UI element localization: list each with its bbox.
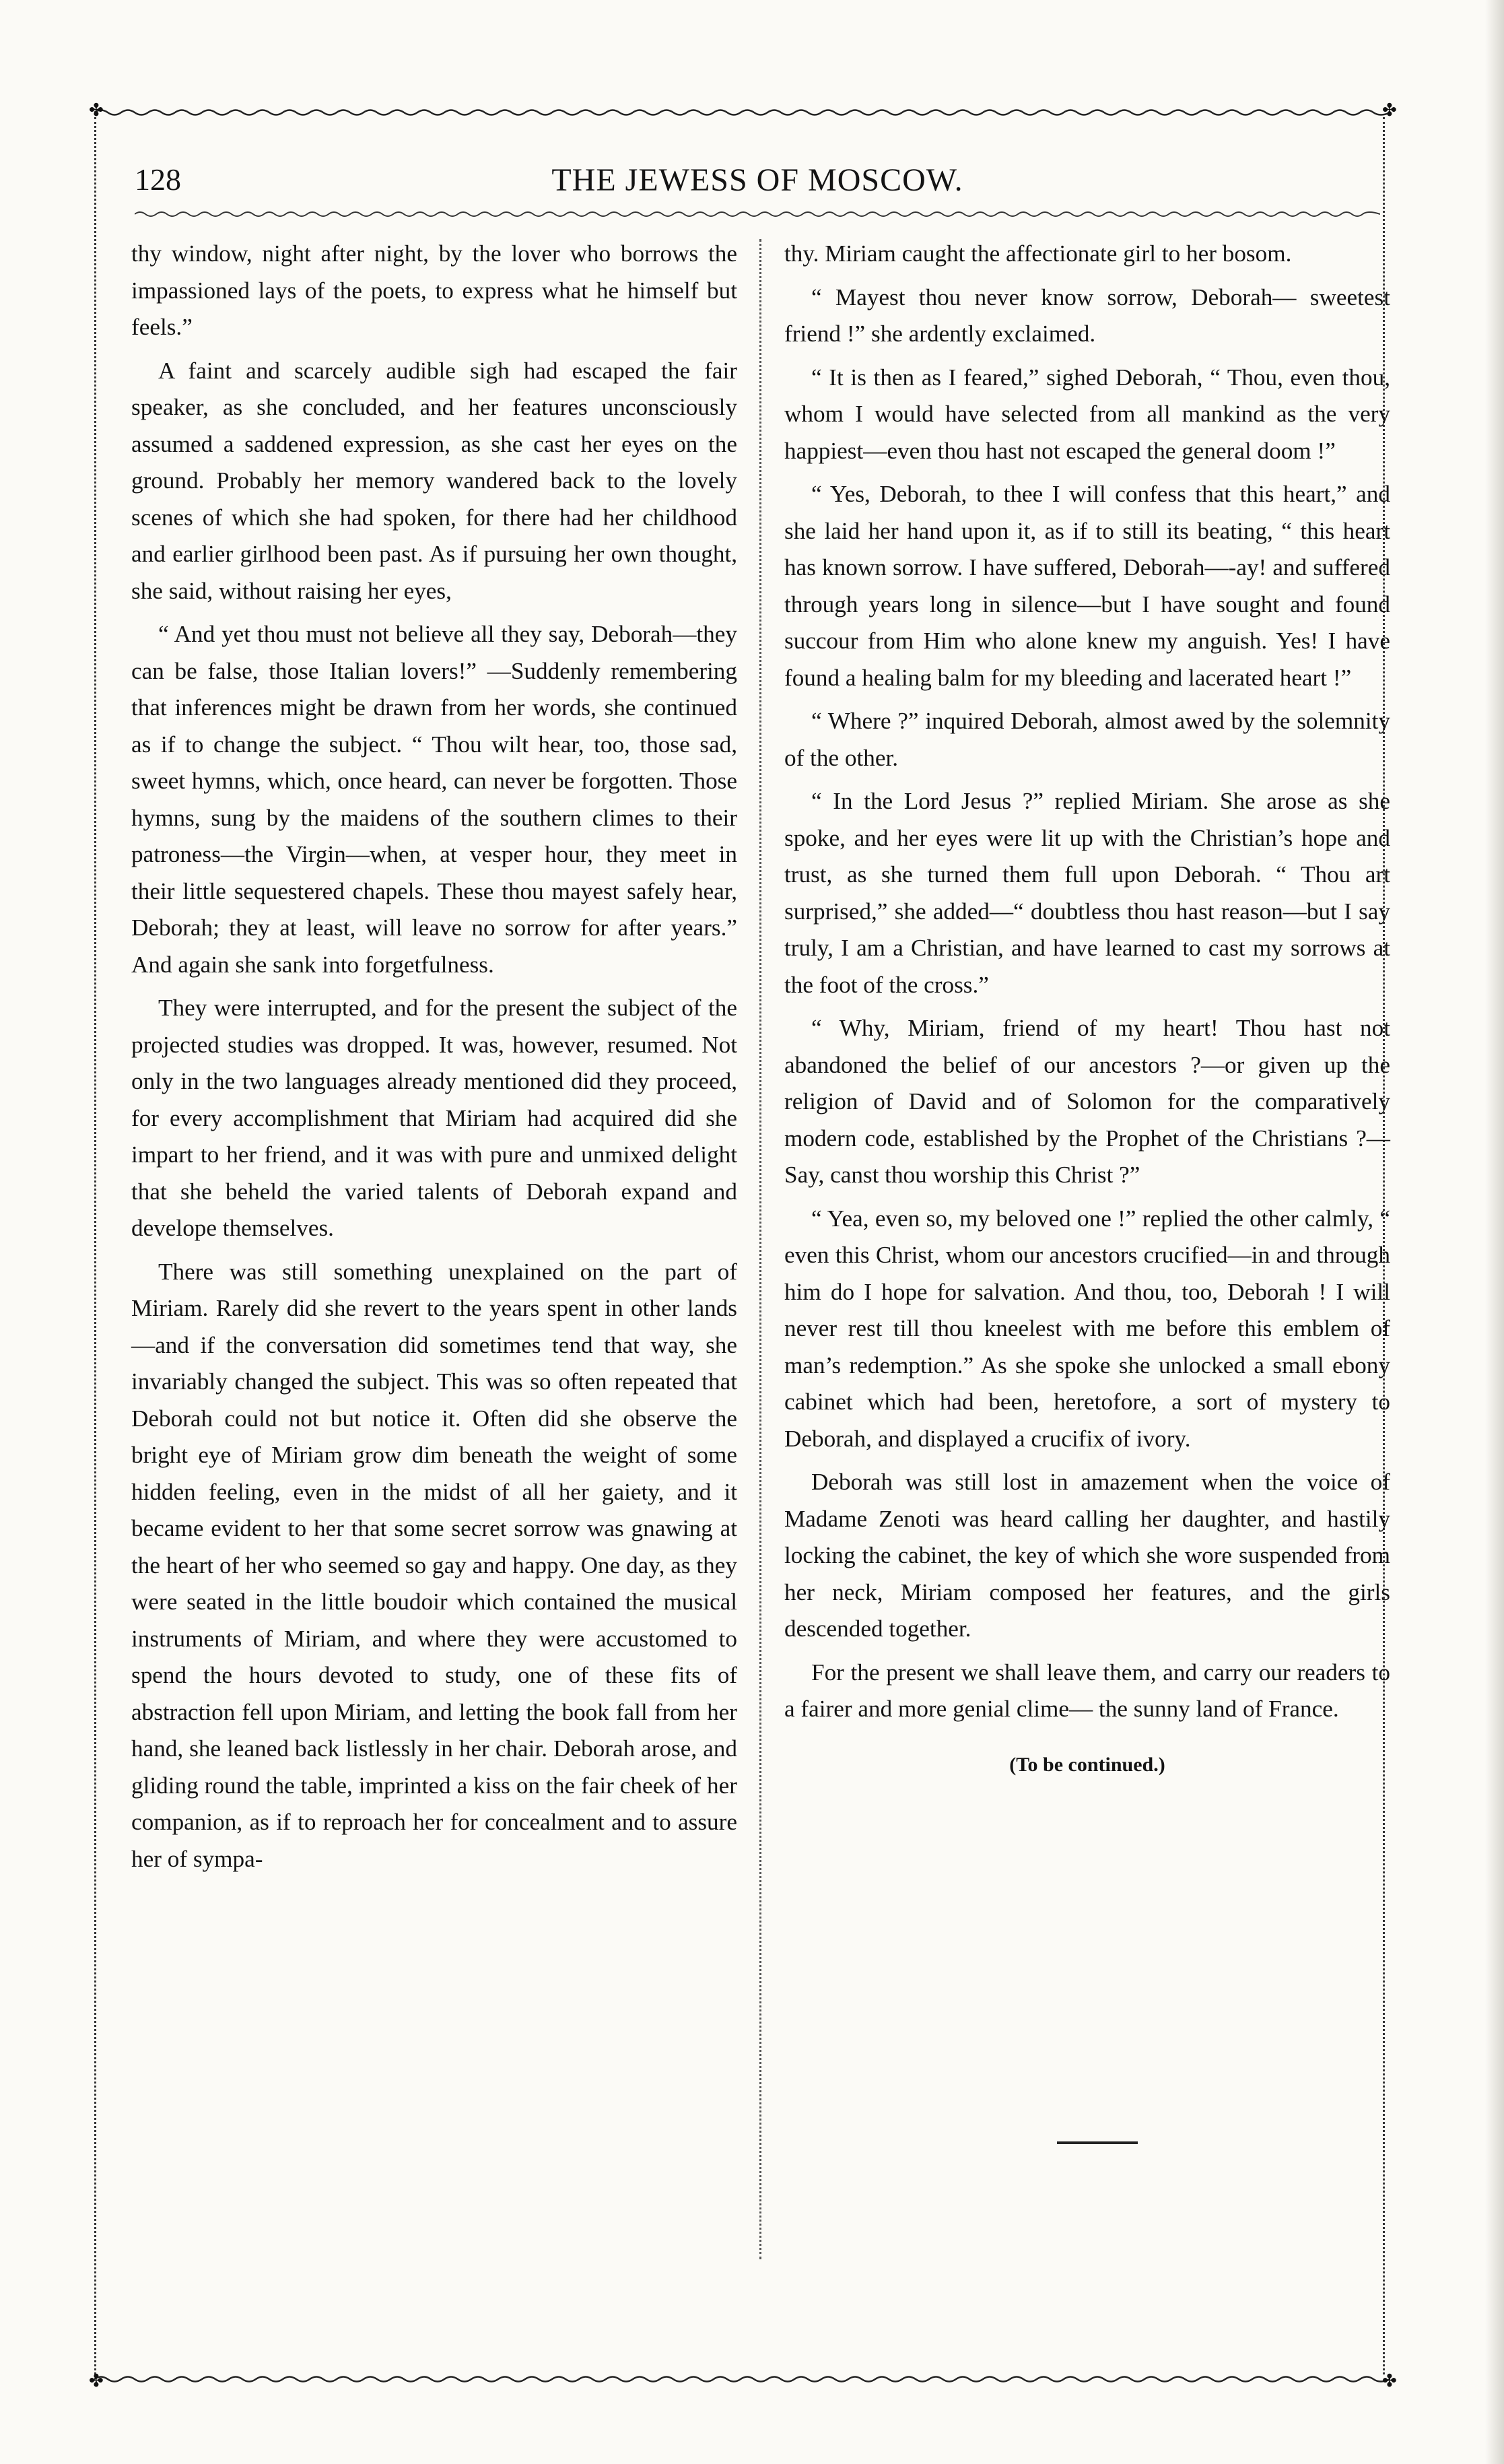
header-ornamental-rule [135, 209, 1380, 220]
column-divider [759, 239, 765, 2259]
paragraph: “ It is then as I feared,” sighed Deborah, “ Thou, even thou, whom I would have selected from all mankind as the very happiest—even thou hast not escaped the general doom !” [784, 364, 1390, 464]
bottom-border-ornament [94, 2374, 1390, 2384]
to-be-continued-note: (To be continued.) [1009, 1753, 1165, 1776]
paragraph: For the present we shall leave them, and carry our readers to a fairer and more genial clime— the sunny land of France. [784, 1659, 1390, 1722]
page-edge-shadow [1485, 0, 1504, 2464]
paragraph: They were interrupted, and for the present the subject of the projected studies was dropped. It was, however, resumed. Not only in the two languages already mentioned did they proceed, for every accomplishment that Miriam had acquired did she impart to her friend, and it was with pure and unmixed delight that she beheld the varied talents of Deborah expand and develope themselves. [131, 995, 737, 1241]
right-text-column [784, 236, 1390, 1783]
left-border-ornament [94, 117, 102, 2374]
page-number: 128 [135, 162, 181, 197]
paragraph: A faint and scarcely audible sigh had escaped the fair speaker, as she concluded, and her features unconsciously assumed a saddened expression, as she cast her eyes on the ground. Probably her memory wandered back to the lovely scenes of which she had spoken, for there had her childhood and earlier girlhood been past. As if pursuing her own thought, she said, without raising her eyes, [131, 357, 737, 604]
paragraph: “ Mayest thou never know sorrow, Deborah— sweetest friend !” she ardently exclaimed. [784, 284, 1390, 347]
paragraph: “ Yes, Deborah, to thee I will confess that this heart,” and she laid her hand upon it, as if to still its beating, “ this heart has known sorrow. I have suffered, Deborah—-ay! and suffered through years long in silence—but I have sought and found succour from Him who alone knew my anguish. Yes! I have found a healing balm for my bleeding and lacerated heart !” [784, 481, 1390, 691]
corner-ornament-bottom-right: ✤ [1382, 2371, 1397, 2391]
paragraph: “ Why, Miriam, friend of my heart! Thou hast not abandoned the belief of our ancestors ?—or given up the religion of David and of Solomon for the comparatively modern code, established by the Prophet of the Christians ?— Say, canst thou worship this Christ ?” [784, 1015, 1390, 1188]
paragraph: thy. Miriam caught the affectionate girl to her bosom. [784, 240, 1292, 267]
paragraph: “ Where ?” inquired Deborah, almost awed by the solemnity of the other. [784, 708, 1390, 771]
paragraph: “ Yea, even so, my beloved one !” replied the other calmly, “ even this Christ, whom our ancestors crucified—in and through him do I hope for salvation. And thou, too, Deborah ! I will never rest till thou kneelest with me before this emblem of man’s redemption.” As she spoke she unlocked a small ebony cabinet which had been, heretofore, a sort of mystery to Deborah, and displayed a crucifix of ivory. [784, 1205, 1390, 1452]
corner-ornament-bottom-left: ✤ [89, 2371, 104, 2391]
paragraph: Deborah was still lost in amazement when the voice of Madame Zenoti was heard calling her daughter, and hastily locking the cabinet, the key of which she wore suspended from her neck, Miriam composed her features, and the girls descended together. [784, 1469, 1390, 1642]
paragraph: “ In the Lord Jesus ?” replied Miriam. She arose as she spoke, and her eyes were lit up with the Christian’s hope and trust, as she turned them full upon Deborah. “ Thou art surprised,” she added—“ doubtless thou hast reason—but I say truly, I am a Christian, and have learned to cast my sorrows at the foot of the cross.” [784, 788, 1390, 998]
paragraph: “ And yet thou must not believe all they say, Deborah—they can be false, those Italian lovers!” —Suddenly remembering that inferences might be drawn from her words, she continued as if to change the subject. “ Thou wilt hear, too, those sad, sweet hymns, which, once heard, can never be forgotten. Those hymns, sung by the maidens of the southern climes to their patroness—the Virgin—when, at vesper hour, they meet in their little sequestered chapels. These thou mayest safely hear, Deborah; they at least, will leave no sorrow for after years.” And again she sank into forgetfulness. [131, 621, 737, 978]
corner-ornament-top-right: ✤ [1382, 100, 1397, 120]
end-rule [1057, 2141, 1138, 2144]
paragraph: thy window, night after night, by the lover who borrows the impassioned lays of the poets, to express what he himself but feels.” [131, 240, 737, 340]
left-text-column [131, 236, 737, 1877]
running-title: THE JEWESS OF MOSCOW. [551, 162, 963, 198]
paragraph: There was still something unexplained on the part of Miriam. Rarely did she revert to the years spent in other lands—and if the conversation did sometimes tend that way, she invariably changed the subject. This was so often repeated that Deborah could not but notice it. Often did she observe the bright eye of Miriam grow dim beneath the weight of some hidden feeling, even in the midst of all her gaiety, and it became evident to her that some secret sorrow was gnawing at the heart of her who seemed so gay and happy. One day, as they were seated in the little boudoir which contained the musical instruments of Miriam, and where they were accustomed to spend the hours devoted to study, one of these fits of abstraction fell upon Miriam, and letting the book fall from her hand, she leaned back listlessly in her chair. Deborah arose, and gliding round the table, imprinted a kiss on the fair cheek of her companion, as if to reproach her for concealment and to assure her of sympa- [131, 1258, 737, 1872]
corner-ornament-top-left: ✤ [89, 100, 104, 120]
top-border-ornament [94, 108, 1390, 117]
running-header [135, 162, 1380, 209]
